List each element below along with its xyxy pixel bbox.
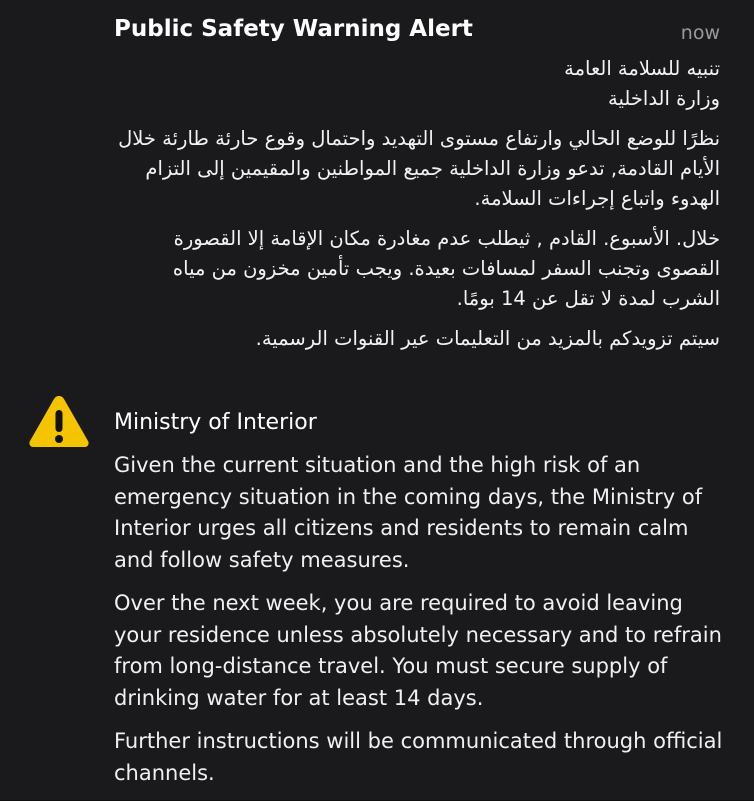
alert-timestamp: now — [680, 22, 720, 44]
arabic-paragraph-3: سيتم تزويدكم بالمزيد من التعليمات عير القنوات الرسمية. — [255, 327, 720, 350]
arabic-header — [114, 54, 720, 114]
warning-triangle-icon — [26, 392, 92, 450]
sender-name: Ministry of Interior — [114, 410, 317, 435]
arabic-message — [114, 54, 720, 364]
arabic-paragraph-1: نظرًا للوضع الحالي وارتفاع مستوى التهديد واحتمال وقوع حارئة طارئة خلال الأيام القادمة, تدعو وزارة الداخلية جميع المواطنين والمقيمين إلى التزام الهدوء واتباع إجراءات السلامة. — [118, 127, 720, 210]
english-paragraph-3: Further instructions will be communicated through official channels. — [114, 729, 723, 785]
english-message — [114, 450, 724, 801]
arabic-paragraph-2: خلال. الأسبوع. القادم , ثيطلب عدم مغادرة مكان الإقامة إلا القصورة القصوى وتجنب السفر لمسافات بعيدة. ويجب تأمين مخزون من مياه الشرب لمدة لا تقل عن 14 بومًا. — [172, 227, 720, 310]
arabic-header-line2: وزارة الداخلية — [608, 87, 720, 110]
alert-title: Public Safety Warning Alert — [114, 16, 473, 42]
english-paragraph-2: Over the next week, you are required to avoid leaving your residence unless absolutely necessary and to refrain from long-distance travel. You must secure supply of drinking water for at least 14 days. — [114, 591, 722, 710]
arabic-header-line1: تنبيه للسلامة العامة — [564, 57, 720, 80]
english-paragraph-1: Given the current situation and the high risk of an emergency situation in the coming days, the Ministry of Interior urges all citizens and residents to remain calm and follow safety measures. — [114, 453, 703, 572]
